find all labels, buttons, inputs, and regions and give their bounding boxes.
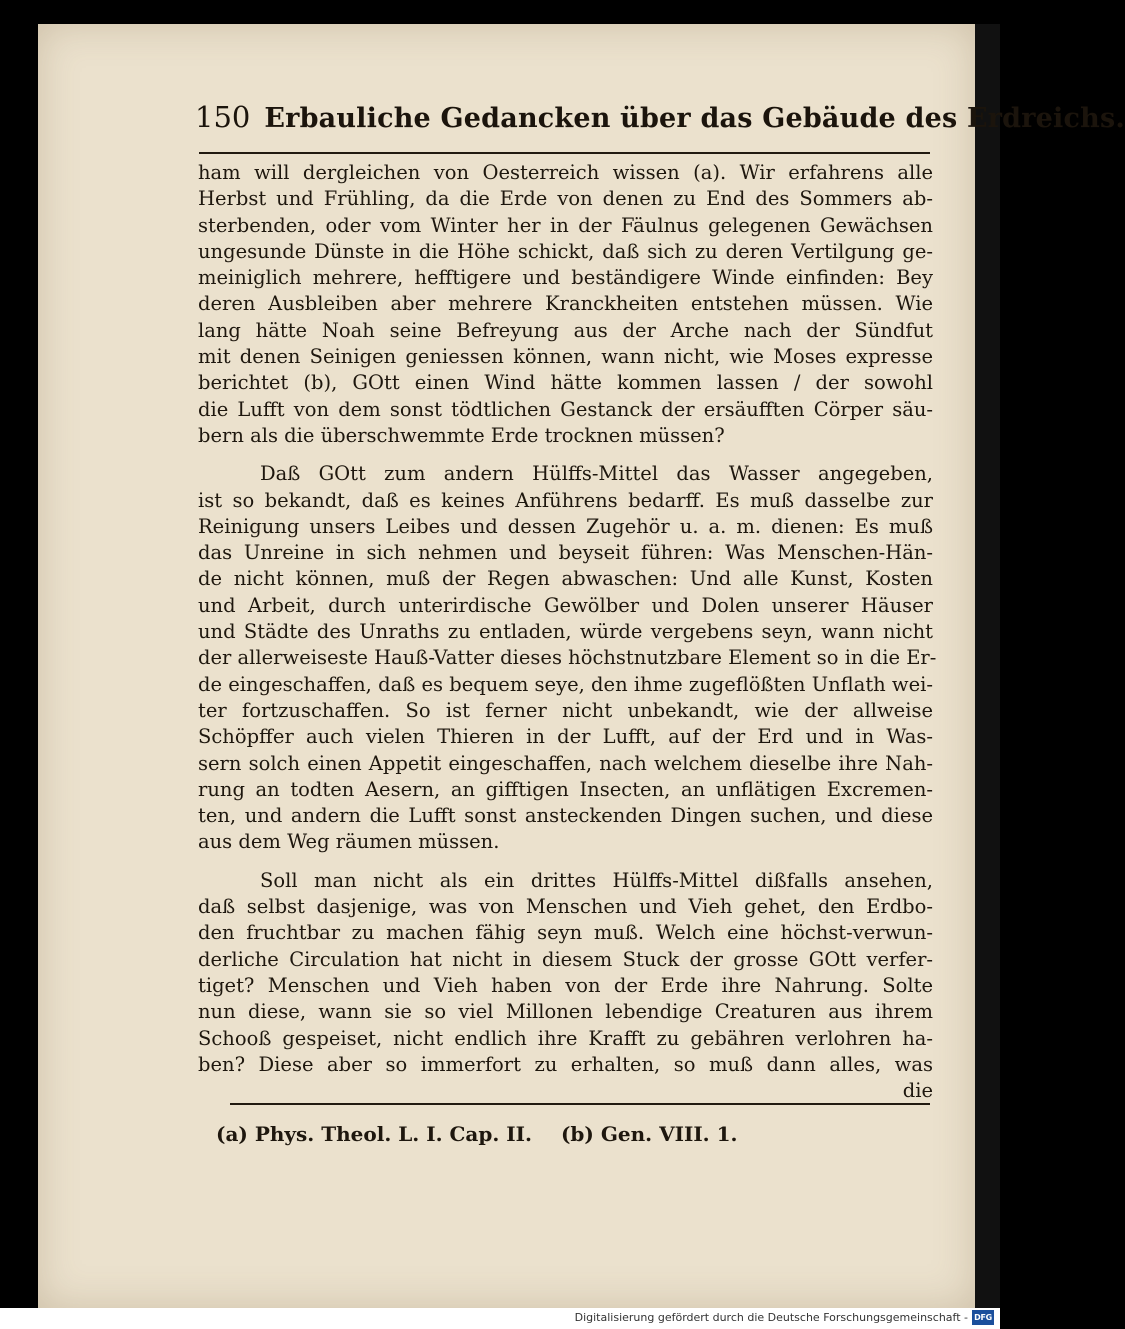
scan-border bbox=[975, 24, 1000, 1308]
text-line: ter fortzuschaffen. So ist ferner nicht unbekandt, wie der allweise bbox=[198, 698, 933, 722]
paragraph-gap bbox=[198, 449, 933, 461]
text-line: lang hätte Noah seine Befreyung aus der Arche nach der Sündfut bbox=[198, 318, 933, 342]
dfg-logo-text: DFG bbox=[974, 1313, 992, 1322]
text-line: mit denen Seinigen geniessen können, wann nicht, wie Moses expresse bbox=[198, 345, 933, 369]
text-line: Reinigung unsers Leibes und dessen Zugehör u. a. m. dienen: Es muß bbox=[198, 514, 933, 538]
text-line: berichtet (b), GOtt einen Wind hätte kommen lassen / der sowohl bbox=[198, 371, 933, 395]
text-line: de eingeschaffen, daß es bequem seye, den ihme zugeflößten Unflath wei- bbox=[198, 672, 933, 696]
text-line: das Unreine in sich nehmen und beyseit führen: Was Menschen-Hän- bbox=[198, 541, 933, 565]
text-line: und Arbeit, durch unterirdische Gewölber und Dolen unserer Häuser bbox=[198, 593, 933, 617]
text-line: ham will dergleichen von Oesterreich wissen (a). Wir erfahrens alle bbox=[198, 161, 933, 184]
paragraph-gap bbox=[198, 856, 933, 868]
footnote-b: (b) Gen. VIII. 1. bbox=[560, 1122, 738, 1146]
running-head: Erbauliche Gedancken über das Gebäude des Erdreichs. bbox=[264, 103, 1125, 134]
dfg-logo-icon bbox=[972, 1310, 994, 1325]
text-line: ben? Diese aber so immerfort zu erhalten, so muß dann alles, was bbox=[198, 1052, 933, 1076]
text-line: sern solch einen Appetit eingeschaffen, nach welchem dieselbe ihre Nah- bbox=[198, 751, 933, 775]
text-line: meiniglich mehrere, hefftigere und beständigere Winde einfinden: Bey bbox=[198, 266, 933, 290]
text-line: deren Ausbleiben aber mehrere Kranckheiten entstehen müssen. Wie bbox=[198, 292, 933, 316]
text-line: Daß GOtt zum andern Hülffs-Mittel das Wasser angegeben, bbox=[260, 462, 933, 486]
digitization-credit: Digitalisierung gefördert durch die Deutsche Forschungsgemeinschaft - bbox=[574, 1311, 968, 1324]
body-text bbox=[198, 160, 937, 1104]
text-line: ist so bekandt, daß es keines Anführens bedarff. Es muß dasselbe zur bbox=[198, 488, 933, 512]
text-line: Schooß gespeiset, nicht endlich ihre Krafft zu gebähren verlohren ha- bbox=[198, 1026, 933, 1050]
footnote-a: (a) Phys. Theol. L. I. Cap. II. bbox=[216, 1122, 532, 1146]
text-line: Soll man nicht als ein drittes Hülffs-Mittel dißfalls ansehen, bbox=[260, 868, 933, 892]
text-line: der allerweiseste Hauß-Vatter dieses höchstnutzbare Element so in die Er- bbox=[198, 646, 937, 670]
page-number: 150 bbox=[195, 100, 251, 134]
text-line: de nicht können, muß der Regen abwaschen: Und alle Kunst, Kosten bbox=[198, 567, 933, 591]
text-line: rung an todten Aesern, an gifftigen Insecten, an unflätigen Excremen- bbox=[198, 777, 933, 801]
text-line: nun diese, wann sie so viel Millonen lebendige Creaturen aus ihrem bbox=[198, 1000, 933, 1024]
footnote-rule bbox=[230, 1103, 930, 1105]
text-line: daß selbst dasjenige, was von Menschen und Vieh gehet, den Erdbo- bbox=[198, 895, 933, 919]
header-rule bbox=[199, 152, 930, 154]
page-header bbox=[195, 100, 1125, 146]
text-line: aus dem Weg räumen müssen. bbox=[198, 830, 500, 854]
text-line: derliche Circulation hat nicht in diesem Stuck der grosse GOtt verfer- bbox=[198, 947, 933, 971]
text-line: den fruchtbar zu machen fähig seyn muß. Welch eine höchst-verwun- bbox=[198, 921, 933, 945]
text-line: sterbenden, oder vom Winter her in der Fäulnus gelegenen Gewächsen bbox=[198, 213, 933, 237]
text-line: und Städte des Unraths zu entladen, würde vergebens seyn, wann nicht bbox=[198, 620, 933, 644]
catchword: die bbox=[902, 1079, 933, 1103]
text-line: bern als die überschwemmte Erde trocknen müssen? bbox=[198, 423, 725, 447]
text-line: ungesunde Dünste in die Höhe schickt, daß sich zu deren Vertilgung ge- bbox=[198, 239, 933, 263]
text-line: ten, und andern die Lufft sonst ansteckenden Dingen suchen, und diese bbox=[198, 804, 933, 828]
text-line: Herbst und Frühling, da die Erde von denen zu End des Sommers ab- bbox=[198, 187, 933, 211]
text-line: Schöpffer auch vielen Thieren in der Lufft, auf der Erd und in Was- bbox=[198, 725, 933, 749]
text-line: tiget? Menschen und Vieh haben von der Erde ihre Nahrung. Solte bbox=[198, 973, 933, 997]
footnotes bbox=[216, 1122, 930, 1146]
text-line: die Lufft von dem sonst tödtlichen Gestanck der ersäufften Cörper säu- bbox=[198, 397, 933, 421]
